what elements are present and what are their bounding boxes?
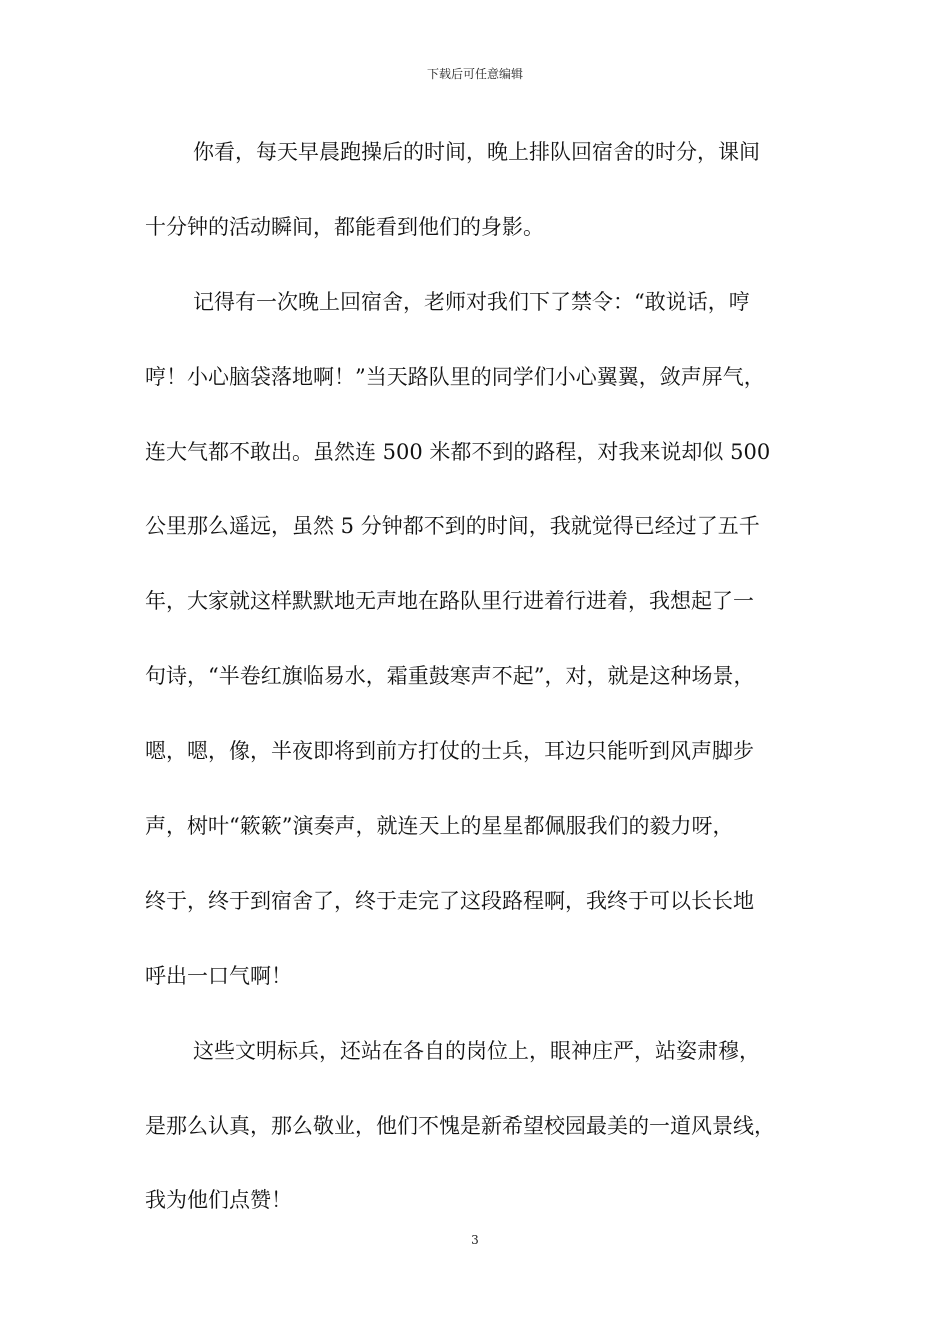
paragraph-line: 记得有一次晚上回宿舍，老师对我们下了禁令：“敢说话，哼 (193, 289, 750, 314)
document-body (145, 130, 815, 1253)
paragraph-line: 是那么认真，那么敬业，他们不愧是新希望校园最美的一道风景线， (145, 1113, 775, 1138)
paragraph-line: 我为他们点赞！ (145, 1188, 292, 1213)
paragraph-line: 终于，终于到宿舍了，终于走完了这段路程啊，我终于可以长长地 (145, 888, 754, 913)
paragraph-line: 连大气都不敢出。虽然连 500 米都不到的路程，对我来说却似 500 (145, 439, 771, 464)
paragraph-line: 这些文明标兵，还站在各自的岗位上，眼神庄严，站姿肃穆， (193, 1038, 760, 1063)
paragraph-line: 声，树叶“簌簌”演奏声，就连天上的星星都佩服我们的毅力呀， (145, 814, 734, 839)
paragraph-line: 年，大家就这样默默地无声地在路队里行进着行进着，我想起了一 (145, 589, 754, 614)
paragraph-line: 句诗，“半卷红旗临易水，霜重鼓寒声不起”，对，就是这种场景， (145, 664, 755, 689)
page-number: 3 (471, 1233, 479, 1247)
paragraph-line: 公里那么遥远，虽然 5 分钟都不到的时间，我就觉得已经过了五千 (145, 514, 760, 539)
paragraph-line: 呼出一口气啊！ (145, 963, 292, 988)
paragraph-line: 哼！小心脑袋落地啊！”当天路队里的同学们小心翼翼，敛声屏气， (145, 364, 765, 389)
paragraph-line: 嗯，嗯，像，半夜即将到前方打仗的士兵，耳边只能听到风声脚步 (145, 739, 754, 764)
page-header: 下载后可任意编辑 (426, 67, 523, 81)
paragraph-line: 你看，每天早晨跑操后的时间，晚上排队回宿舍的时分，课间 (193, 140, 760, 164)
paragraph-line: 十分钟的活动瞬间，都能看到他们的身影。 (145, 214, 544, 239)
